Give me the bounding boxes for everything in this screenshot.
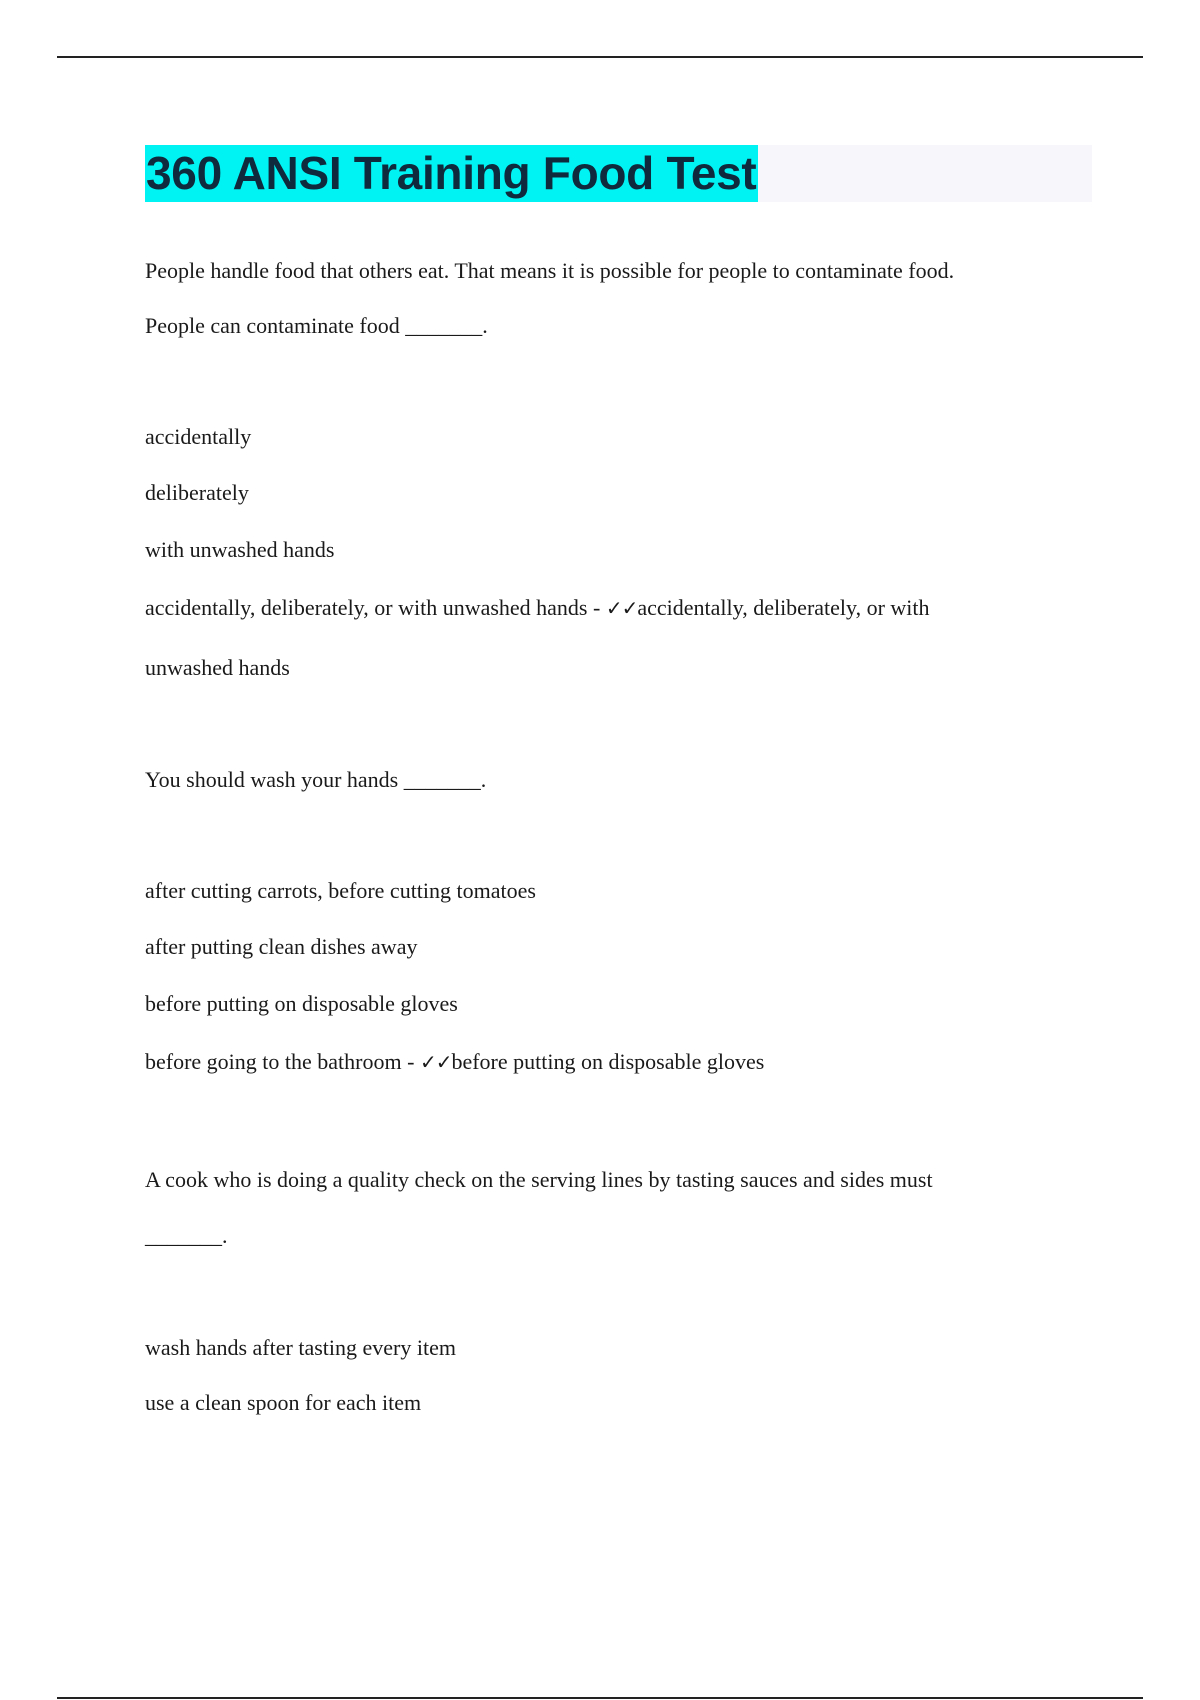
q2-option-2: after putting clean dishes away <box>145 934 418 959</box>
q1-stem-line2: People can contaminate food _______. <box>145 313 488 338</box>
q3-stem-line1: A cook who is doing a quality check on the serving lines by tasting sauces and sides must <box>145 1167 933 1192</box>
q1-answer-line2: unwashed hands <box>145 655 290 680</box>
q2-option-1: after cutting carrots, before cutting tomatoes <box>145 878 536 903</box>
q3-option-2: use a clean spoon for each item <box>145 1390 422 1415</box>
check-icon: ✓✓ <box>419 1050 452 1074</box>
q1-option-4: accidentally, deliberately, or with unwashed hands - <box>145 595 606 620</box>
q1-stem-line1: People handle food that others eat. That means it is possible for people to contaminate food. <box>145 258 955 283</box>
q1-option-1: accidentally <box>145 424 252 449</box>
page-title: 360 ANSI Training Food Test <box>145 145 758 202</box>
q2-option-4-with-answer <box>145 1048 764 1076</box>
q1-option-3: with unwashed hands <box>145 537 335 562</box>
q3-stem-line2: _______. <box>145 1223 228 1248</box>
q1-option-4-with-answer <box>145 594 930 622</box>
q1-option-2: deliberately <box>145 480 249 505</box>
q1-answer-line1: accidentally, deliberately, or with <box>637 595 930 620</box>
bottom-rule <box>57 1697 1143 1699</box>
q2-stem-line1: You should wash your hands _______. <box>145 767 487 792</box>
q3-option-1: wash hands after tasting every item <box>145 1335 456 1360</box>
q2-answer-line1: before putting on disposable gloves <box>451 1049 765 1074</box>
q2-option-3: before putting on disposable gloves <box>145 991 458 1016</box>
top-rule <box>57 56 1143 58</box>
q2-option-4: before going to the bathroom - <box>145 1049 420 1074</box>
check-icon: ✓✓ <box>605 596 638 620</box>
